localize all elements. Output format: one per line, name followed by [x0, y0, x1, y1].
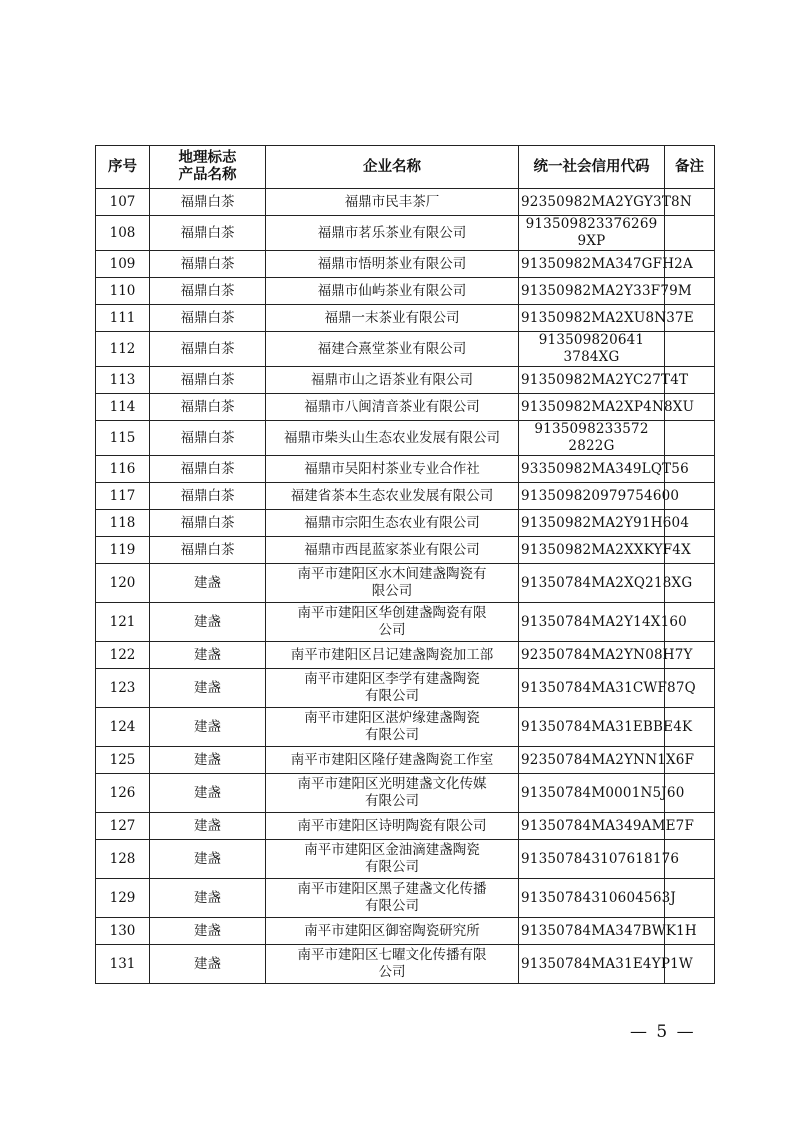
cell-product: 福鼎白茶 — [150, 421, 266, 456]
cell-seq: 131 — [96, 945, 150, 984]
cell-company: 南平市建阳区隆仔建盏陶瓷工作室 — [266, 747, 519, 774]
cell-credit-code: 91350982MA2Y33F79M — [519, 278, 665, 305]
cell-product: 福鼎白茶 — [150, 251, 266, 278]
header-product-name — [150, 146, 266, 189]
cell-company: 福鼎市悟明茶业有限公司 — [266, 251, 519, 278]
company-line1: 南平市建阳区七曜文化传播有限 — [297, 947, 487, 963]
table-row — [96, 879, 715, 918]
cell-product: 福鼎白茶 — [150, 537, 266, 564]
cell-credit-code: 92350784MA2YNN1X6F — [519, 747, 665, 774]
cell-remark — [665, 332, 715, 367]
company-line2: 有限公司 — [365, 898, 419, 914]
company-line1: 南平市建阳区黑子建盏文化传播 — [297, 881, 487, 897]
cell-seq: 130 — [96, 918, 150, 945]
table-row — [96, 483, 715, 510]
cell-credit-code: 91350784MA31E4YP1W — [519, 945, 665, 984]
company-line1: 南平市建阳区光明建盏文化传媒 — [297, 776, 487, 792]
cell-company: 南平市建阳区吕记建盏陶瓷加工部 — [266, 642, 519, 669]
company-line2: 公司 — [378, 964, 406, 980]
cell-seq: 126 — [96, 774, 150, 813]
cell-product: 建盏 — [150, 813, 266, 840]
cell-company: 福建省茶本生态农业发展有限公司 — [266, 483, 519, 510]
cell-seq: 125 — [96, 747, 150, 774]
table-row — [96, 456, 715, 483]
cell-product: 建盏 — [150, 747, 266, 774]
header-product-line1: 地理标志 — [178, 150, 237, 166]
table-row — [96, 774, 715, 813]
cell-seq: 127 — [96, 813, 150, 840]
cell-product: 建盏 — [150, 564, 266, 603]
cell-product: 福鼎白茶 — [150, 305, 266, 332]
table-row — [96, 669, 715, 708]
cell-credit-code: 91350784MA2Y14X160 — [519, 603, 665, 642]
cell-company — [266, 669, 519, 708]
cell-company — [266, 708, 519, 747]
cell-seq: 121 — [96, 603, 150, 642]
cell-credit-code: 91350784MA31CWF87Q — [519, 669, 665, 708]
cell-credit-code: 91350982MA2XXKYF4X — [519, 537, 665, 564]
cell-credit-code: 91350982MA2XU8N37E — [519, 305, 665, 332]
cell-seq: 124 — [96, 708, 150, 747]
table-row — [96, 251, 715, 278]
table-row — [96, 216, 715, 251]
cell-remark — [665, 216, 715, 251]
cell-company — [266, 564, 519, 603]
table-row — [96, 945, 715, 984]
table-row — [96, 367, 715, 394]
cell-seq: 118 — [96, 510, 150, 537]
cell-credit-code: 91350982MA2Y91H604 — [519, 510, 665, 537]
company-line1: 南平市建阳区华创建盏陶瓷有限 — [297, 605, 487, 621]
cell-credit-code: 9135098233572 2822G — [519, 421, 665, 456]
table-row — [96, 642, 715, 669]
header-remark: 备注 — [665, 146, 715, 189]
cell-credit-code: 913507843107618176 — [519, 840, 665, 879]
cell-product: 福鼎白茶 — [150, 367, 266, 394]
header-product-line2: 产品名称 — [178, 167, 237, 183]
table-row — [96, 332, 715, 367]
table-row — [96, 840, 715, 879]
company-line2: 有限公司 — [365, 727, 419, 743]
cell-company — [266, 840, 519, 879]
cell-seq: 129 — [96, 879, 150, 918]
cell-company: 福鼎市仙屿茶业有限公司 — [266, 278, 519, 305]
cell-credit-code: 913509820641 3784XG — [519, 332, 665, 367]
table-row — [96, 813, 715, 840]
cell-seq: 111 — [96, 305, 150, 332]
cell-seq: 122 — [96, 642, 150, 669]
cell-product: 福鼎白茶 — [150, 456, 266, 483]
company-line2: 限公司 — [371, 583, 413, 599]
table-row — [96, 603, 715, 642]
company-line1: 南平市建阳区湛炉缘建盏陶瓷 — [304, 710, 480, 726]
company-line2: 有限公司 — [365, 859, 419, 875]
cell-company: 福鼎市民丰茶厂 — [266, 189, 519, 216]
cell-company: 福鼎市山之语茶业有限公司 — [266, 367, 519, 394]
cell-company: 福鼎市茗乐茶业有限公司 — [266, 216, 519, 251]
cell-company: 福鼎市宗阳生态农业有限公司 — [266, 510, 519, 537]
company-line1: 南平市建阳区金油滴建盏陶瓷 — [304, 842, 480, 858]
cell-seq: 128 — [96, 840, 150, 879]
cell-company: 南平市建阳区诗明陶瓷有限公司 — [266, 813, 519, 840]
cell-company: 南平市建阳区御窑陶瓷研究所 — [266, 918, 519, 945]
table-row — [96, 537, 715, 564]
enterprise-table — [95, 145, 715, 984]
table-row — [96, 189, 715, 216]
cell-product: 福鼎白茶 — [150, 216, 266, 251]
cell-seq: 110 — [96, 278, 150, 305]
cell-product: 福鼎白茶 — [150, 332, 266, 367]
table-row — [96, 708, 715, 747]
cell-seq: 114 — [96, 394, 150, 421]
cell-credit-code: 91350784MA2XQ218XG — [519, 564, 665, 603]
cell-seq: 117 — [96, 483, 150, 510]
cell-credit-code: 91350982MA347GFH2A — [519, 251, 665, 278]
cell-credit-code: 913509823376269 9XP — [519, 216, 665, 251]
cell-seq: 123 — [96, 669, 150, 708]
cell-product: 福鼎白茶 — [150, 483, 266, 510]
cell-credit-code: 92350982MA2YGY3T8N — [519, 189, 665, 216]
cell-company — [266, 603, 519, 642]
cell-product: 建盏 — [150, 918, 266, 945]
cell-seq: 109 — [96, 251, 150, 278]
cell-product: 建盏 — [150, 945, 266, 984]
cell-seq: 119 — [96, 537, 150, 564]
cell-product: 福鼎白茶 — [150, 394, 266, 421]
cell-company — [266, 879, 519, 918]
cell-seq: 113 — [96, 367, 150, 394]
table-row — [96, 278, 715, 305]
cell-credit-code: 91350982MA2XP4N8XU — [519, 394, 665, 421]
company-line1: 南平市建阳区李学有建盏陶瓷 — [304, 671, 480, 687]
cell-credit-code: 93350982MA349LQT56 — [519, 456, 665, 483]
cell-seq: 108 — [96, 216, 150, 251]
cell-seq: 112 — [96, 332, 150, 367]
header-company: 企业名称 — [266, 146, 519, 189]
table-row — [96, 510, 715, 537]
company-line1: 南平市建阳区水木间建盏陶瓷有 — [297, 566, 487, 582]
header-credit-code: 统一社会信用代码 — [519, 146, 665, 189]
cell-company — [266, 774, 519, 813]
cell-product: 福鼎白茶 — [150, 278, 266, 305]
cell-seq: 116 — [96, 456, 150, 483]
cell-product: 建盏 — [150, 708, 266, 747]
cell-credit-code: 91350784310604563J — [519, 879, 665, 918]
cell-credit-code: 91350982MA2YC27T4T — [519, 367, 665, 394]
header-seq: 序号 — [96, 146, 150, 189]
page-number: — 5 — — [630, 1022, 696, 1042]
cell-company: 福鼎一末茶业有限公司 — [266, 305, 519, 332]
company-line2: 有限公司 — [365, 688, 419, 704]
table-row — [96, 394, 715, 421]
cell-credit-code: 92350784MA2YN08H7Y — [519, 642, 665, 669]
cell-product: 建盏 — [150, 603, 266, 642]
cell-product: 建盏 — [150, 774, 266, 813]
cell-product: 建盏 — [150, 642, 266, 669]
table-header-row — [96, 146, 715, 189]
table-row — [96, 305, 715, 332]
cell-company: 福鼎市吴阳村茶业专业合作社 — [266, 456, 519, 483]
company-line2: 公司 — [378, 622, 406, 638]
cell-company: 福鼎市八闽清音茶业有限公司 — [266, 394, 519, 421]
cell-seq: 115 — [96, 421, 150, 456]
cell-company: 福建合熹堂茶业有限公司 — [266, 332, 519, 367]
cell-seq: 107 — [96, 189, 150, 216]
cell-credit-code: 913509820979754600 — [519, 483, 665, 510]
table-row — [96, 747, 715, 774]
company-line2: 有限公司 — [365, 793, 419, 809]
table-row — [96, 918, 715, 945]
cell-product: 福鼎白茶 — [150, 510, 266, 537]
cell-credit-code: 91350784MA31EBBE4K — [519, 708, 665, 747]
cell-product: 建盏 — [150, 879, 266, 918]
table-body — [96, 189, 715, 984]
cell-product: 福鼎白茶 — [150, 189, 266, 216]
cell-remark — [665, 421, 715, 456]
cell-product: 建盏 — [150, 669, 266, 708]
cell-credit-code: 91350784MA349AME7F — [519, 813, 665, 840]
cell-credit-code: 91350784M0001N5J60 — [519, 774, 665, 813]
cell-seq: 120 — [96, 564, 150, 603]
cell-company: 福鼎市西昆蓝家茶业有限公司 — [266, 537, 519, 564]
table-row — [96, 564, 715, 603]
cell-credit-code: 91350784MA347BWK1H — [519, 918, 665, 945]
cell-product: 建盏 — [150, 840, 266, 879]
table-row — [96, 421, 715, 456]
cell-company: 福鼎市柴头山生态农业发展有限公司 — [266, 421, 519, 456]
cell-company — [266, 945, 519, 984]
